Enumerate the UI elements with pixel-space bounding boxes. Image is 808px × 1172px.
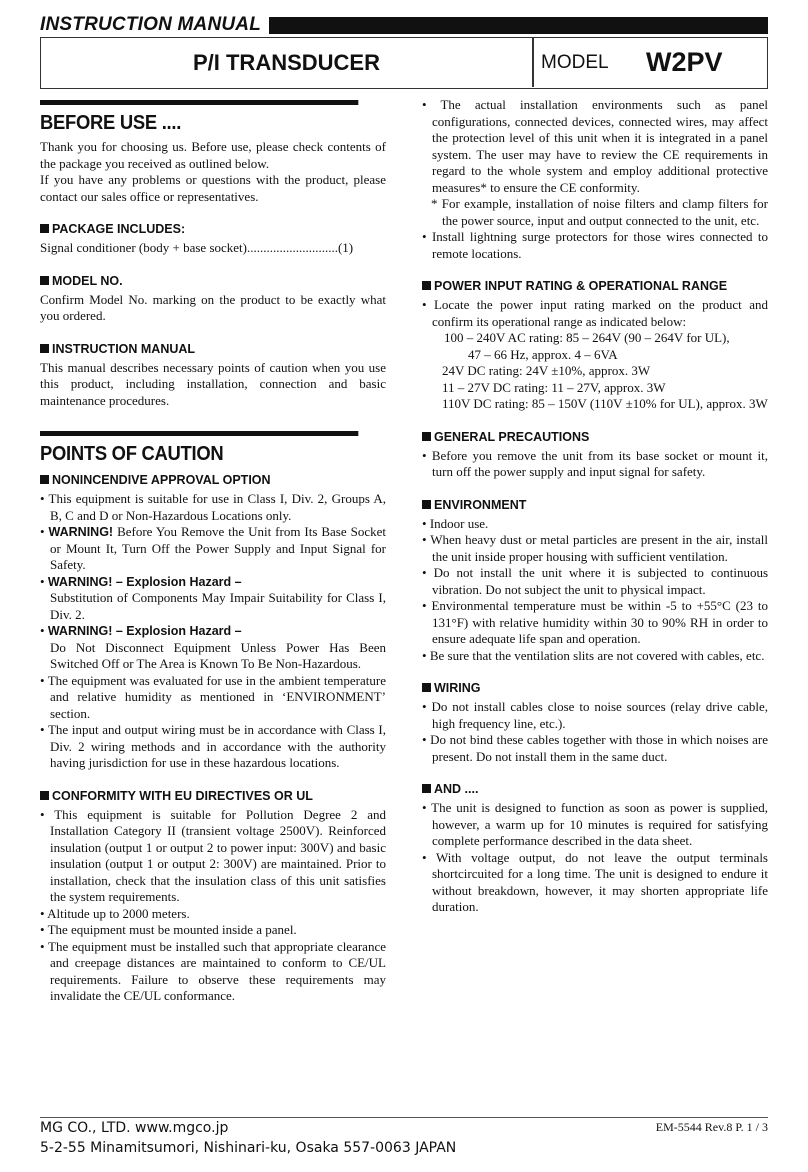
right-column <box>422 97 768 916</box>
list-item: • Do not bind these cables together with those in which noises are present. Do not install them in the same duct. <box>422 732 768 764</box>
header-bar <box>269 17 768 34</box>
intro-paragraph-2: If you have any problems or questions with the product, please contact our sales office or representatives. <box>40 172 386 204</box>
rating-dc11: 11 – 27V DC rating: 11 – 27V, approx. 3W <box>442 379 666 395</box>
before-use-heading: BEFORE USE .... <box>40 100 358 135</box>
list-item: • Be sure that the ventilation slits are not covered with cables, etc. <box>422 647 765 663</box>
left-column <box>40 100 386 1005</box>
list-item: • WARNING! Before You Remove the Unit from Its Base Socket or Mount It, Turn Off the Power Supply and Input Signal for Safety. <box>40 524 386 572</box>
square-bullet-icon <box>422 432 431 441</box>
list-item: • The actual installation environments such as panel configurations, connected devices, connected wires, may affect the protection level of this unit when it is integrated in a panel system. The user may have to review the CE requirements in regard to the whole system and employ additional protective measures* to ensure the CE conformity. <box>422 97 768 195</box>
square-bullet-icon <box>40 224 49 233</box>
list-item: • Altitude up to 2000 meters. <box>40 905 190 921</box>
square-bullet-icon <box>40 791 49 800</box>
list-item: • WARNING! – Explosion Hazard – <box>40 573 242 589</box>
general-heading: GENERAL PRECAUTIONS <box>422 429 768 445</box>
warning-text: Substitution of Components May Impair Suitability for Class I, Div. 2. <box>50 590 386 622</box>
square-bullet-icon <box>422 500 431 509</box>
square-bullet-icon <box>422 784 431 793</box>
list-item: • The equipment was evaluated for use in the ambient temperature and relative humidity as mentioned in ‘ENVIRONMENT’ section. <box>40 672 386 721</box>
document-number: EM-5544 Rev.8 P. 1 / 3 <box>655 1120 768 1134</box>
square-bullet-icon <box>422 683 431 692</box>
list-item: • This equipment is suitable for Pollution Degree 2 and Installation Category II (transient voltage 2500V). Reinforced insulation (output 1 or output 2 to power input: 300V) and basic insulation (output 1 or output 2: 300V) are maintained. Prior to installation, check that the insulation class of this unit satisfies the system requirements. <box>40 806 386 904</box>
footer-address: 5-2-55 Minamitsumori, Nishinari-ku, Osaka 557-0063 JAPAN <box>40 1140 457 1156</box>
package-heading: PACKAGE INCLUDES: <box>40 221 386 237</box>
list-item: • Environmental temperature must be within -5 to +55°C (23 to 131°F) with relative humidity within 30 to 90% RH in order to ensure adequate life span and operation. <box>422 598 768 646</box>
rating-dc110: 110V DC rating: 85 – 150V (110V ±10% for UL), approx. 3W <box>442 396 768 411</box>
manual-text: This manual describes necessary points of caution when you use this product, including installation, connection and basic maintenance procedures. <box>40 359 386 408</box>
list-item: • The input and output wiring must be in accordance with Class I, Div. 2 wiring methods and in accordance with the authority having jurisdiction for use in these hazardous locations. <box>40 722 386 770</box>
list-item: • The unit is designed to function as soon as power is supplied, however, a warm up for 10 minutes is required for satisfying complete performance described in the data sheet. <box>422 800 768 848</box>
list-item: • Before you remove the unit from its base socket or mount it, turn off the power supply and input signal for safety. <box>422 447 768 479</box>
manual-heading: INSTRUCTION MANUAL <box>40 341 386 357</box>
square-bullet-icon <box>40 276 49 285</box>
list-item: • Do not install the unit where it is subjected to continuous vibration. Do not subject the unit to physical impact. <box>422 565 768 597</box>
warning-text: Do Not Disconnect Equipment Unless Power Has Been Switched Off or The Area is Known To Be Non-Hazardous. <box>50 639 386 671</box>
rating-ac-freq: 47 – 66 Hz, approx. 4 – 6VA <box>468 346 618 362</box>
eu-heading: CONFORMITY WITH EU DIRECTIVES OR UL <box>40 788 386 804</box>
square-bullet-icon <box>40 475 49 484</box>
manual-title: INSTRUCTION MANUAL <box>40 14 262 35</box>
title-divider <box>532 38 534 87</box>
rating-dc24: 24V DC rating: 24V ±10%, approx. 3W <box>442 363 651 378</box>
list-item: • With voltage output, do not leave the output terminals shortcircuited for a long time. The unit is designed to endure it without breakdown, however, it may shorten appropriate life duration. <box>422 849 768 914</box>
environment-heading: ENVIRONMENT <box>422 497 768 513</box>
list-item: • The equipment must be installed such that appropriate clearance and creepage distances are maintained to conform to CE/UL requirements. Failure to observe these requirements may invalidate the CE/UL conformance. <box>40 938 386 1003</box>
list-item: • When heavy dust or metal particles are present in the air, install the unit inside proper housing with sufficient ventilation. <box>422 532 768 564</box>
power-heading: POWER INPUT RATING & OPERATIONAL RANGE <box>422 278 768 294</box>
product-name: P/I TRANSDUCER <box>192 50 380 75</box>
package-item: Signal conditioner (body + base socket)............................(1) <box>40 240 354 255</box>
model-label: MODEL <box>541 52 609 73</box>
model-text: Confirm Model No. marking on the product to be exactly what you ordered. <box>40 291 386 323</box>
model-heading: MODEL NO. <box>40 273 386 289</box>
list-item: • Locate the power input rating marked on the product and confirm its operational range as indicated below: <box>422 297 768 329</box>
list-item: • Install lightning surge protectors for those wires connected to remote locations. <box>422 229 768 261</box>
square-bullet-icon <box>422 281 431 290</box>
and-heading: AND .... <box>422 781 768 797</box>
list-item: • The equipment must be mounted inside a panel. <box>40 922 297 937</box>
list-item: • Do not install cables close to noise sources (relay drive cable, high frequency line, etc.). <box>422 699 768 731</box>
list-item: • This equipment is suitable for use in Class I, Div. 2, Groups A, B, C and D or Non-Hazardous Locations only. <box>40 491 386 523</box>
footer-divider <box>40 1117 768 1118</box>
intro-paragraph-1: Thank you for choosing us. Before use, please check contents of the package you received as outlined below. <box>40 139 386 171</box>
square-bullet-icon <box>40 344 49 353</box>
title-box <box>40 37 768 89</box>
model-number: W2PV <box>646 47 723 77</box>
list-item: • Indoor use. <box>422 515 489 531</box>
list-item: • WARNING! – Explosion Hazard – <box>40 623 242 638</box>
caution-heading: POINTS OF CAUTION <box>40 431 358 466</box>
nonincendive-heading: NONINCENDIVE APPROVAL OPTION <box>40 472 386 488</box>
footer-company: MG CO., LTD. www.mgco.jp <box>40 1120 229 1136</box>
rating-ac: 100 – 240V AC rating: 85 – 264V (90 – 264V for UL), <box>444 330 730 345</box>
wiring-heading: WIRING <box>422 680 768 696</box>
footnote: * For example, installation of noise filters and clamp filters for the power source, input and output connected to the unit, etc. <box>431 196 768 228</box>
